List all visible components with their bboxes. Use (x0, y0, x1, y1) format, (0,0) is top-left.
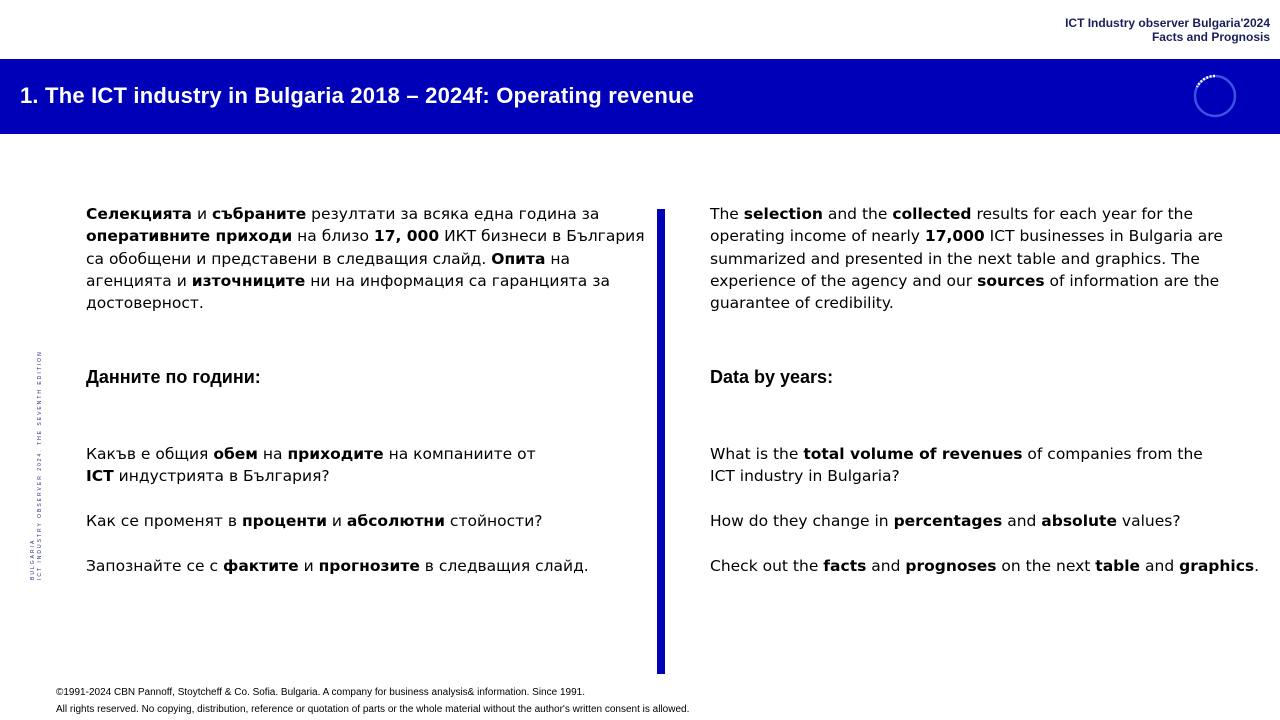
text-run: ни на информация са гаранцията за достоверност. (86, 271, 610, 313)
text-run: фактите (222, 557, 299, 575)
text-run: на близо (292, 227, 374, 246)
sidebar-country: BULGARIA (30, 538, 36, 580)
text-run: прогнозите (318, 557, 420, 575)
text-run: values? (1116, 512, 1181, 530)
text-run: източниците (191, 271, 306, 290)
report-title: ICT Industry observer Bulgaria'2024 (1065, 16, 1270, 30)
text-run: абсолютни (346, 512, 445, 530)
report-header (1065, 16, 1270, 44)
text-run: ICT businesses in Bulgaria are summarized and presented in the next table and graphics. The experience of the agency and our (710, 227, 1223, 290)
text-run: and (866, 557, 906, 575)
question-change-bg (86, 510, 646, 532)
text-run: ИКТ бизнеси в България са обобщени и представени в следващия слайд. (86, 227, 645, 268)
text-run: Селекцията (86, 205, 193, 223)
text-run: индустрията в България? (113, 467, 330, 486)
text-run: ICT (86, 467, 114, 486)
text-run: What is the (710, 445, 804, 463)
intro-paragraph-bg (86, 203, 646, 314)
section-heading-en: Data by years: (710, 367, 834, 387)
text-run: и (298, 557, 319, 575)
report-subtitle: Facts and Prognosis (1151, 30, 1270, 44)
rights-line: All rights reserved. No copying, distribution, reference or quotation of parts or the whole material without the author's written consent is allowed. (56, 704, 690, 715)
text-run: на агенцията и (86, 249, 571, 290)
text-run: sources (977, 271, 1045, 290)
text-run: and the (822, 205, 893, 223)
text-run: percentages (893, 512, 1003, 530)
text-run: How do they change in (710, 512, 894, 530)
spinner-ring-icon (1193, 74, 1237, 118)
text-run: graphics (1179, 557, 1255, 575)
question-volume-en (710, 443, 1220, 488)
text-run: на компаниите от (383, 445, 536, 463)
text-run: 17,000 (924, 227, 985, 246)
text-run: Какъв е общия (86, 445, 214, 463)
text-run: on the next (996, 557, 1096, 575)
sidebar-edition: ICT INDUSTRY OBSERVER 2024. THE SEVENTH EDITION (37, 350, 43, 580)
call-to-action-en (710, 555, 1270, 577)
text-run: results for each year for the operating income of nearly (710, 205, 1194, 246)
text-run: стойности? (445, 512, 543, 530)
title-banner (0, 59, 1280, 134)
question-change-en (710, 510, 1270, 532)
text-run: Как се променят в (86, 512, 242, 530)
slide-title: 1. The ICT industry in Bulgaria 2018 – 2024f: Operating revenue (20, 83, 695, 108)
text-run: на (257, 445, 288, 463)
question-volume-bg (86, 443, 556, 488)
section-heading-bg: Данните по години: (86, 367, 261, 387)
text-run: The (710, 205, 744, 223)
text-run: оперативните приходи (86, 227, 293, 246)
text-run: приходите (287, 445, 384, 463)
text-run: обем (213, 445, 258, 463)
text-run: absolute (1041, 512, 1117, 530)
text-run: 17, 000 (373, 227, 440, 246)
text-run: collected (892, 205, 972, 223)
text-run: Опита (491, 249, 546, 268)
call-to-action-bg (86, 555, 646, 577)
column-divider (657, 209, 665, 674)
text-run: total volume of revenues (803, 445, 1023, 463)
text-run: and (1140, 557, 1180, 575)
text-run: selection (743, 205, 823, 223)
text-run: и (192, 205, 212, 223)
edition-sidebar (30, 350, 44, 580)
text-run: събраните (211, 205, 307, 223)
text-run: table (1095, 557, 1141, 575)
text-run: of information are the guarantee of credibility. (710, 271, 1220, 313)
intro-paragraph-en (710, 203, 1270, 314)
text-run: . (1254, 557, 1260, 575)
text-run: facts (823, 557, 867, 575)
text-run: of companies from the ICT industry in Bulgaria? (710, 445, 1203, 486)
copyright-footer (56, 684, 689, 718)
text-run: Запознайте се с (86, 557, 223, 575)
text-run: и (326, 512, 347, 530)
text-run: проценти (241, 512, 327, 530)
text-run: prognoses (905, 557, 997, 575)
text-run: and (1002, 512, 1042, 530)
copyright-line: ©1991-2024 CBN Pannoff, Stoytcheff & Co. Sofia. Bulgaria. A company for business analysis& information. Since 1991. (56, 687, 585, 698)
text-run: в следващия слайд. (419, 557, 589, 575)
text-run: резултати за всяка една година за (306, 205, 600, 223)
text-run: Check out the (710, 557, 824, 575)
